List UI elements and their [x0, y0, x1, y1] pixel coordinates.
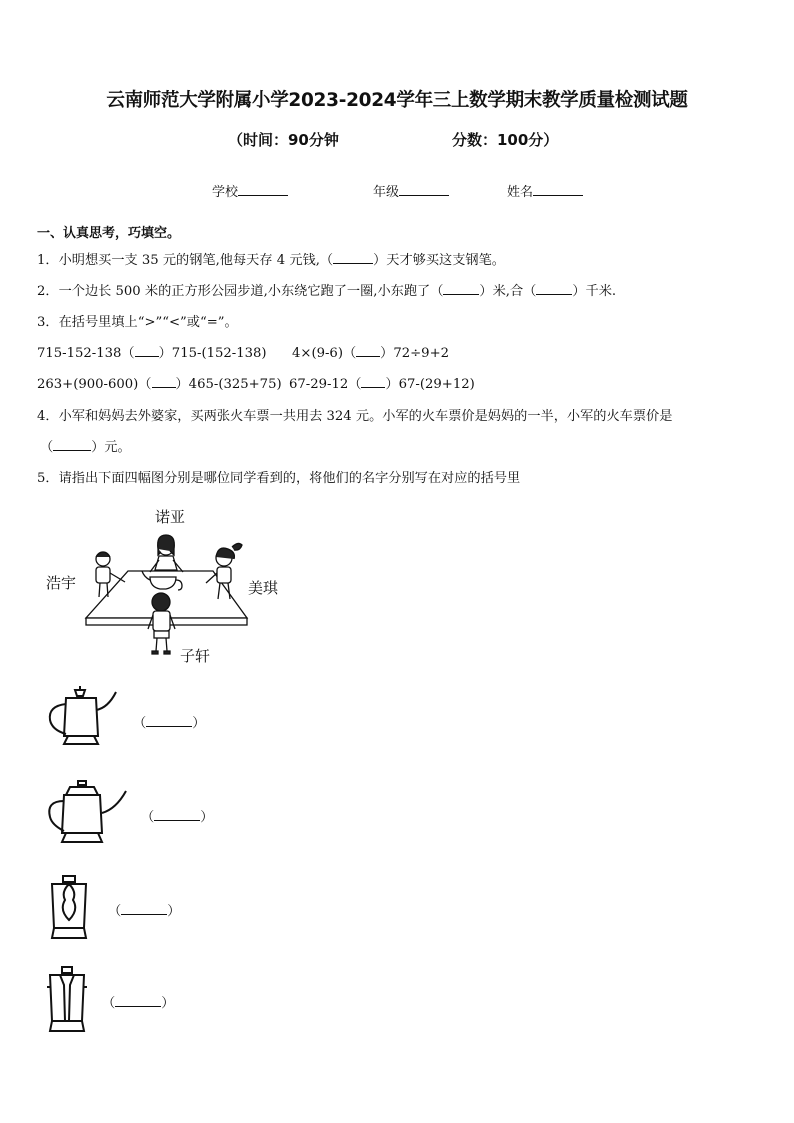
answer-1	[133, 712, 205, 731]
grade-blank[interactable]	[399, 183, 449, 196]
answer-3-blank[interactable]	[121, 902, 167, 915]
answer-1-open: （	[133, 716, 147, 731]
name-blank[interactable]	[533, 183, 583, 196]
q4-text-a: （	[40, 440, 54, 455]
q3-blank-4[interactable]	[361, 375, 385, 388]
q3-1-left: 715-152-138（	[37, 346, 135, 361]
answer-4-close: ）	[161, 996, 175, 1011]
q3-item-2	[292, 342, 449, 361]
answer-2-close: ）	[200, 810, 214, 825]
answer-4-open: （	[102, 996, 116, 1011]
exam-score: 分数：100分）	[452, 131, 559, 149]
question-1	[37, 249, 505, 268]
exam-time: （时间：90分钟	[228, 131, 339, 149]
question-3-stem: 3．在括号里填上“>”“<”或“=”。	[37, 315, 238, 330]
q3-1-right: ）715-(152-138)	[158, 346, 267, 361]
q3-2-left: 4×(9-6)（	[292, 346, 357, 361]
table-scene-illustration	[80, 525, 255, 660]
q3-blank-3[interactable]	[152, 375, 176, 388]
q3-2-right: ）72÷9+2	[380, 346, 450, 361]
q3-item-3	[37, 373, 282, 392]
grade-label: 年级	[373, 185, 400, 200]
question-5-stem: 5．请指出下面四幅图分别是哪位同学看到的，将他们的名字分别写在对应的括号里	[37, 471, 521, 486]
q3-item-1	[37, 342, 267, 361]
q3-3-left: 263+(900-600)（	[37, 377, 152, 392]
answer-2-blank[interactable]	[154, 808, 200, 821]
name-left: 浩宇	[46, 574, 77, 592]
answer-3-open: （	[108, 904, 122, 919]
q3-3-right: ）465-(325+75)	[175, 377, 282, 392]
grade-field	[373, 181, 449, 200]
answer-2	[141, 806, 213, 825]
q3-blank-2[interactable]	[356, 344, 380, 357]
q2-text-c: ）千米.	[572, 284, 617, 299]
question-4-line2	[40, 436, 131, 455]
q1-text-b: ）天才够买这支钢笔。	[373, 253, 505, 268]
teapot-view-3	[44, 874, 94, 942]
q4-blank[interactable]	[53, 438, 91, 451]
name-label: 姓名	[507, 185, 534, 200]
q3-4-right: ）67-(29+12)	[385, 377, 475, 392]
q3-blank-1[interactable]	[135, 344, 159, 357]
teapot-view-1	[44, 684, 124, 748]
name-top: 诺亚	[155, 508, 186, 526]
answer-4	[102, 992, 174, 1011]
q2-text-b: ）米,合（	[479, 284, 537, 299]
page-title: 云南师范大学附属小学2023-2024学年三上数学期末教学质量检测试题	[106, 90, 688, 111]
teapot-view-2	[44, 779, 134, 847]
answer-4-blank[interactable]	[115, 994, 161, 1007]
school-field	[212, 181, 288, 200]
name-right: 美琪	[248, 579, 279, 597]
q2-blank-1[interactable]	[443, 282, 479, 295]
section-heading: 一、认真思考，巧填空。	[37, 226, 181, 241]
school-blank[interactable]	[238, 183, 288, 196]
answer-3-close: ）	[167, 904, 181, 919]
q1-text-a: 1．小明想买一支 35 元的钢笔,他每天存 4 元钱,（	[37, 253, 334, 268]
q3-item-4	[289, 373, 475, 392]
school-label: 学校	[212, 185, 239, 200]
q3-4-left: 67-29-12（	[289, 377, 362, 392]
answer-1-blank[interactable]	[146, 714, 192, 727]
question-2	[37, 280, 616, 299]
name-field	[507, 181, 583, 200]
name-bottom: 子轩	[180, 647, 211, 665]
answer-3	[108, 900, 180, 919]
q1-blank[interactable]	[333, 251, 373, 264]
answer-2-open: （	[141, 810, 155, 825]
answer-1-close: ）	[192, 716, 206, 731]
q4-text-b: ）元。	[91, 440, 131, 455]
teapot-view-4	[40, 965, 94, 1035]
q2-text-a: 2．一个边长 500 米的正方形公园步道,小东绕它跑了一圈,小东跑了（	[37, 284, 444, 299]
q2-blank-2[interactable]	[536, 282, 572, 295]
question-4-line1: 4．小军和妈妈去外婆家，买两张火车票一共用去 324 元。小军的火车票价是妈妈的一半，小军的火车票价是	[37, 409, 673, 424]
